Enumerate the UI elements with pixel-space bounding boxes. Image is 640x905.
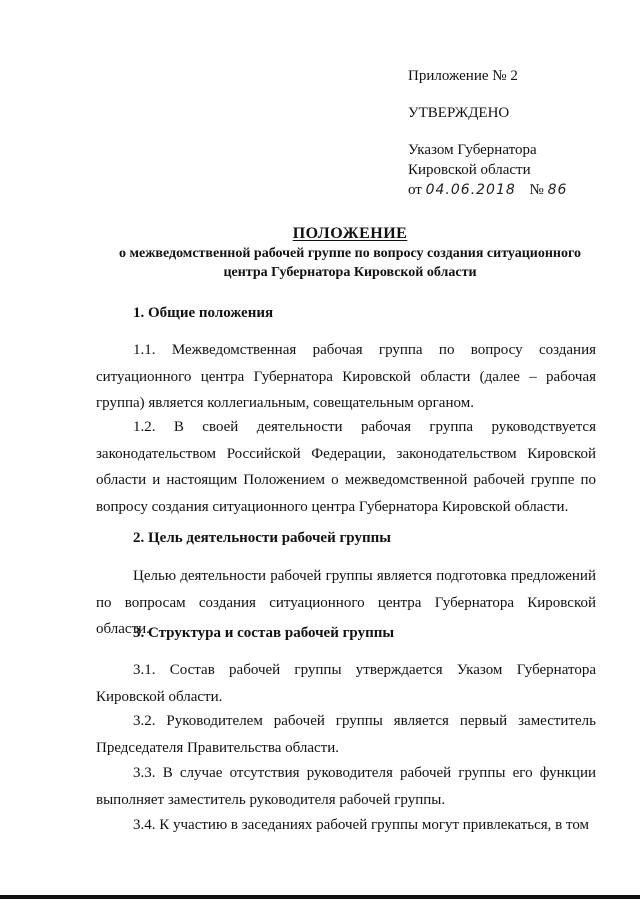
appendix-label: Приложение № 2 [408, 68, 518, 84]
document-subtitle [60, 244, 640, 282]
paragraph-2: Целью деятельности рабочей группы является подготовка предложений по вопросам создания ситуационного центра Губернатора Кировской области. [96, 568, 596, 637]
handwritten-date: 04.06.2018 [425, 182, 516, 198]
scan-bottom-edge [0, 895, 640, 899]
number-prefix: № [529, 182, 544, 198]
paragraph-1-1: 1.1. Межведомственная рабочая группа по вопросу создания ситуационного центра Губернатора Кировской области (далее – рабочая группа) является коллегиальным, совещательным органом. [96, 342, 596, 411]
date-prefix: от [408, 182, 422, 198]
subtitle-line-2: центра Губернатора Кировской области [223, 265, 477, 280]
paragraph-3-2: 3.2. Руководителем рабочей группы является первый заместитель Председателя Правительства области. [96, 713, 596, 756]
section-2-heading: 2. Цель деятельности рабочей группы [133, 530, 391, 546]
subtitle-line-1: о межведомственной рабочей группе по вопросу создания ситуационного [119, 246, 581, 261]
paragraph-3-3: 3.3. В случае отсутствия руководителя рабочей группы его функции выполняет заместитель руководителя рабочей группы. [96, 765, 596, 808]
document-title: ПОЛОЖЕНИЕ [292, 225, 408, 242]
paragraph-3-4: 3.4. К участию в заседаниях рабочей группы могут привлекаться, в том [133, 817, 590, 833]
paragraph-3-1: 3.1. Состав рабочей группы утверждается Указом Губернатора Кировской области. [96, 662, 596, 705]
decree-line-2: Кировской области [408, 162, 531, 178]
approved-label: УТВЕРЖДЕНО [408, 105, 510, 121]
approval-block [408, 66, 567, 200]
handwritten-number: 86 [547, 182, 568, 198]
paragraph-1-2: 1.2. В своей деятельности рабочая группа руководствуется законодательством Российской Федерации, законодательством Кировской области и настоящим Положением о межведомственной рабочей группе по вопросу создания ситуационного центра Губернатора Кировской области. [96, 419, 596, 515]
decree-date-line [408, 180, 567, 200]
section-3-heading: 3. Структура и состав рабочей группы [133, 625, 395, 641]
decree-line-1: Указом Губернатора [408, 142, 537, 158]
section-1-heading: 1. Общие положения [133, 305, 274, 321]
